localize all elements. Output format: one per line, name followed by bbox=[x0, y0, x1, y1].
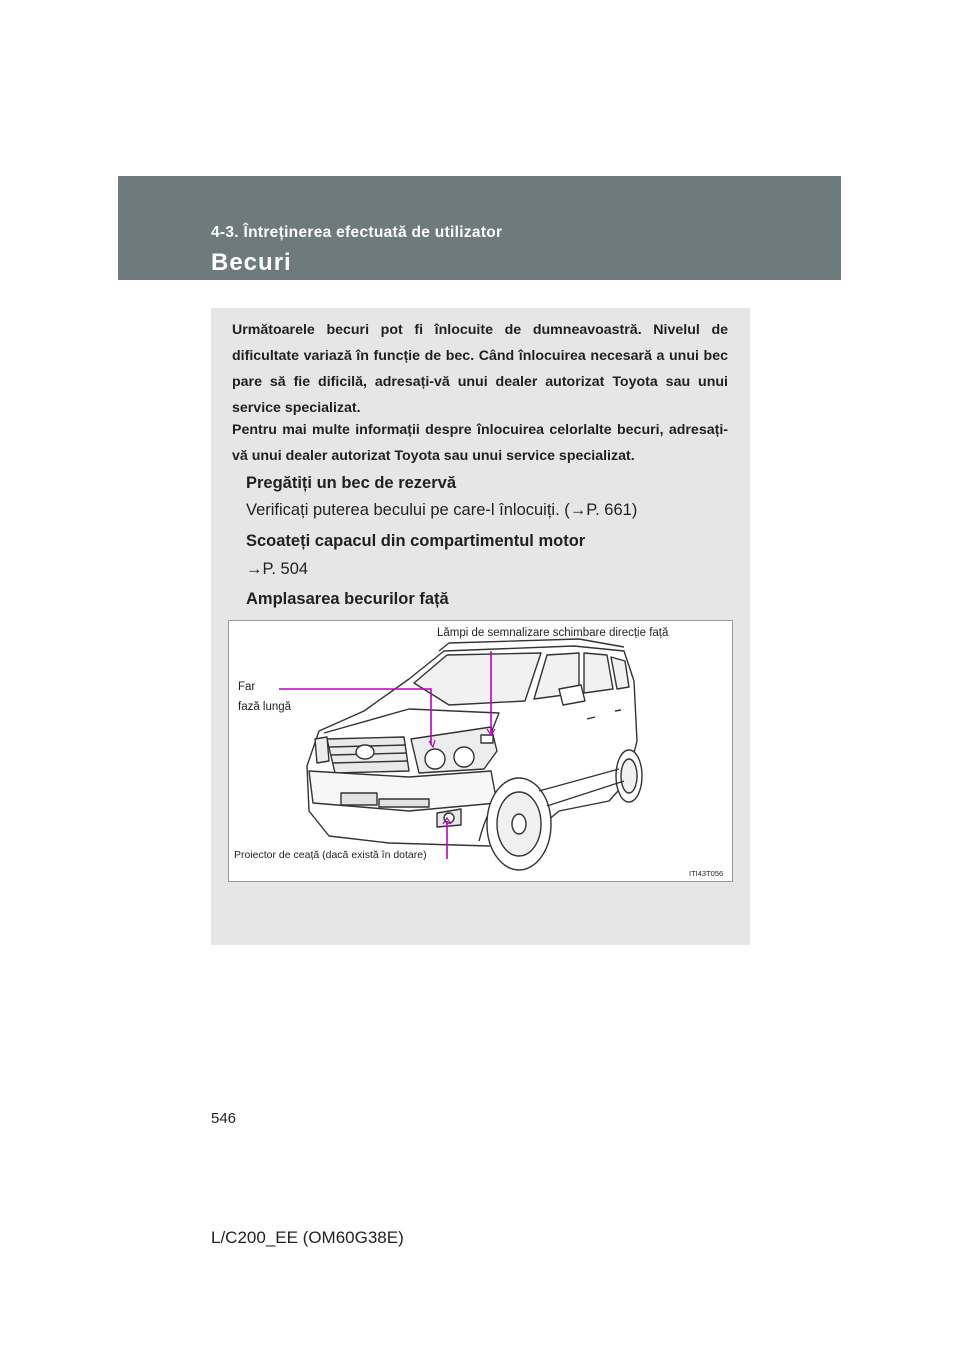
document-code: L/C200_EE (OM60G38E) bbox=[211, 1228, 404, 1247]
headlight-callout-label-line1: Far bbox=[238, 681, 256, 693]
step-2-text: →P. 504 bbox=[246, 560, 309, 578]
step-1-title: Pregătiți un bec de rezervă bbox=[246, 474, 456, 492]
step-3-title: Amplasarea becurilor față bbox=[246, 590, 449, 608]
intro-paragraph-2: Pentru mai multe informații despre înlocuirea celorlalte becuri, adresați-vă unui dealer autorizat Toyota sau unui service specializat. bbox=[232, 422, 728, 464]
vehicle-illustration bbox=[229, 621, 734, 883]
page-number: 546 bbox=[211, 1110, 237, 1127]
headlight-callout-label-line2: fază lungă bbox=[238, 701, 292, 713]
bulb-location-figure bbox=[228, 620, 733, 882]
page-title: Becuri bbox=[211, 249, 292, 276]
intro-paragraph-1: Următoarele becuri pot fi înlocuite de dumneavoastră. Nivelul de dificultate variază în funcție de bec. Când înlocuirea necesară a unui bec pare să fie dificilă, adresați-vă unui dealer autorizat Toyota sau unui service specializat. bbox=[232, 322, 728, 416]
step-1-text: Verificați puterea becului pe care-l înlocuiți. (→P. 661) bbox=[246, 501, 638, 519]
fog-lamp-callout-label: Proiector de ceață (dacă există în dotare) bbox=[234, 849, 427, 861]
step-2-title: Scoateți capacul din compartimentul motor bbox=[246, 532, 586, 550]
section-label: 4-3. Întreținerea efectuată de utilizator bbox=[211, 224, 503, 241]
figure-code: ITI43T056 bbox=[689, 869, 724, 878]
turn-signal-callout-label: Lămpi de semnalizare schimbare direcție față bbox=[437, 627, 669, 639]
